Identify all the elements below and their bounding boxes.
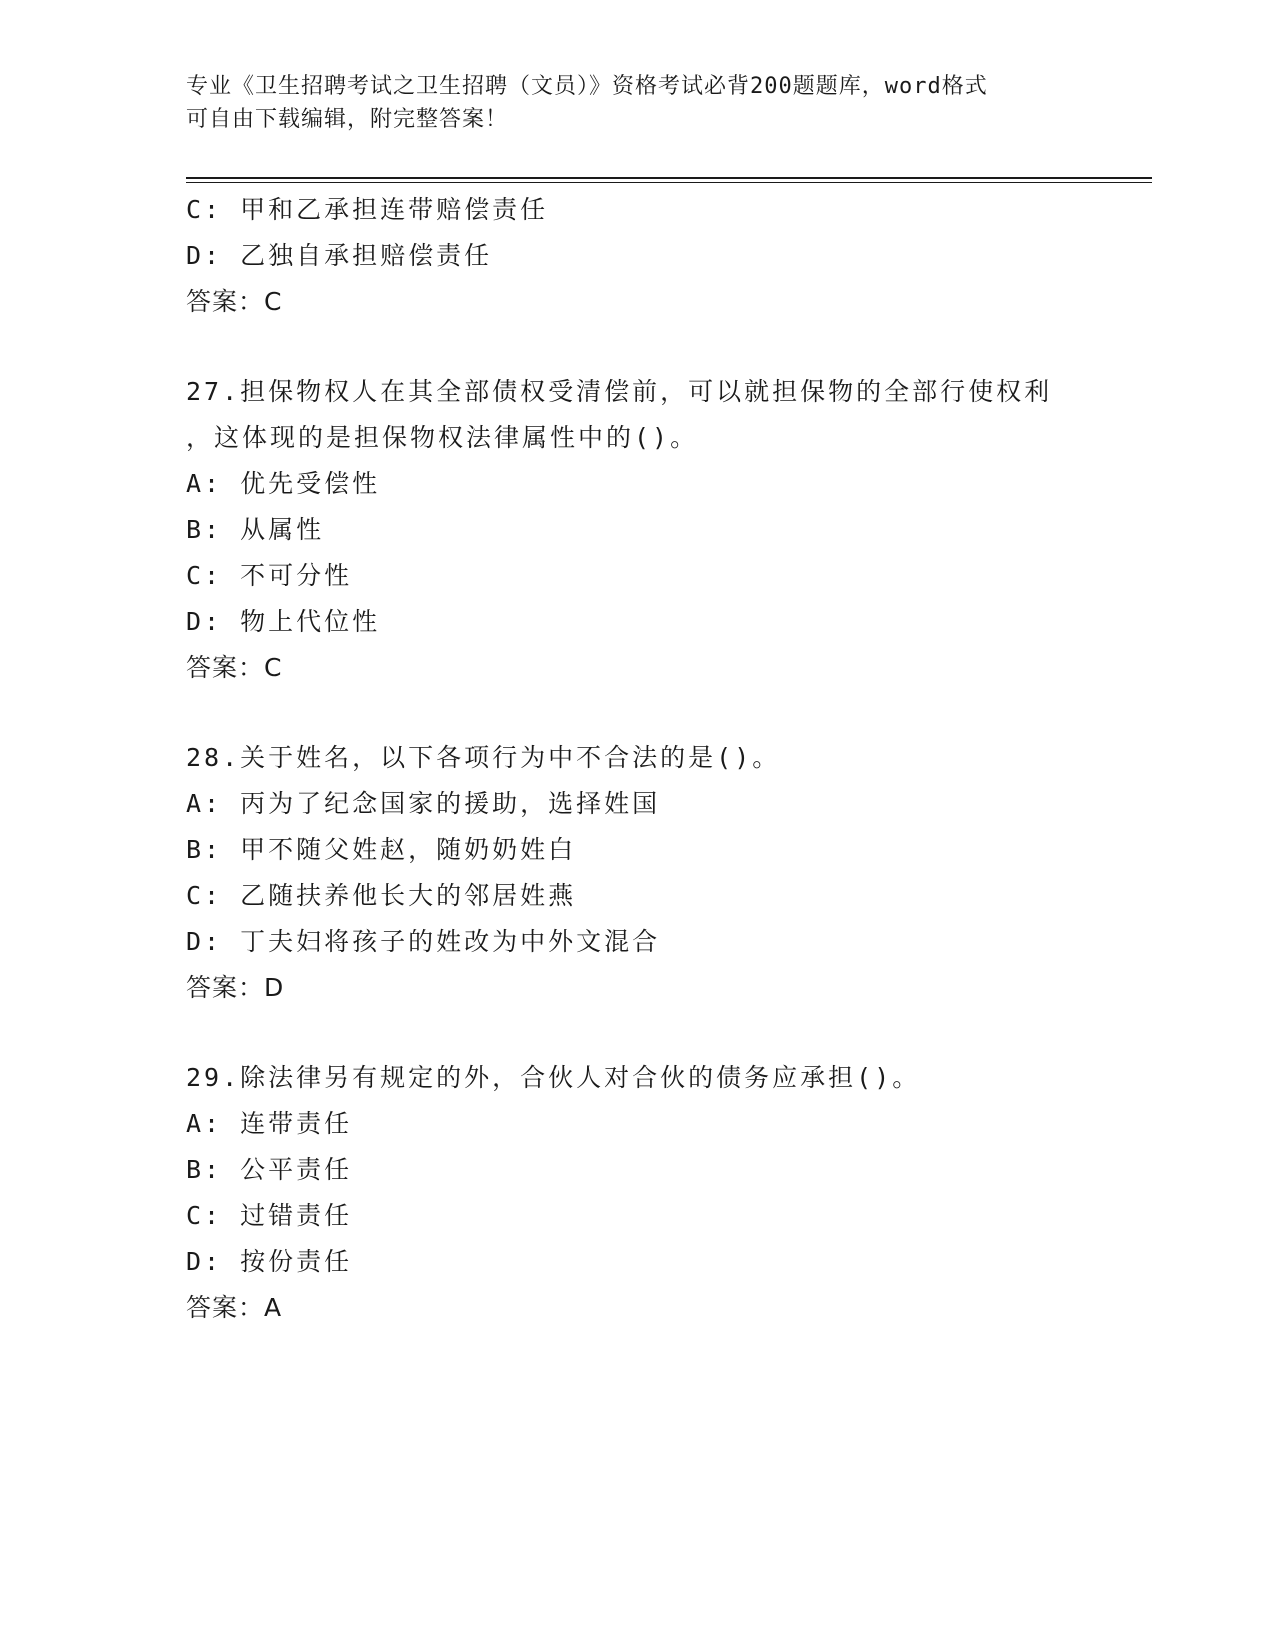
option-c: C: 甲和乙承担连带赔偿责任 [186,195,549,224]
option-a: A: 连带责任 [186,1109,353,1138]
option-d: D: 丁夫妇将孩子的姓改为中外文混合 [186,927,661,956]
answer-line: 答案：C [186,287,283,316]
option-b: B: 从属性 [186,515,325,544]
option-d: D: 物上代位性 [186,607,381,636]
option-d: D: 乙独自承担赔偿责任 [186,241,493,270]
question-28 [186,735,1086,1011]
question-27 [186,369,1086,691]
document-header [186,70,1066,136]
option-a: A: 优先受偿性 [186,469,381,498]
header-divider-thin [186,182,1152,183]
question-stem: 28.关于姓名，以下各项行为中不合法的是()。 [186,743,781,772]
option-c: C: 乙随扶养他长大的邻居姓燕 [186,881,577,910]
question-stem: 29.除法律另有规定的外，合伙人对合伙的债务应承担()。 [186,1063,921,1092]
option-c: C: 不可分性 [186,561,353,590]
option-d: D: 按份责任 [186,1247,353,1276]
answer-line: 答案：C [186,653,283,682]
spacer [186,691,1086,735]
answer-line: 答案：D [186,973,285,1002]
header-divider-thick [186,177,1152,179]
option-b: B: 甲不随父姓赵，随奶奶姓白 [186,835,577,864]
question-stem: 27.担保物权人在其全部债权受清偿前，可以就担保物的全部行使权利 [186,377,1053,406]
question-29 [186,1055,1086,1331]
question-stem-continued: ，这体现的是担保物权法律属性中的()。 [186,423,699,452]
answer-line: 答案：A [186,1293,283,1322]
question-continuation [186,187,1086,325]
header-line-2: 可自由下载编辑，附完整答案！ [186,107,509,132]
spacer [186,325,1086,369]
option-c: C: 过错责任 [186,1201,353,1230]
header-line-1: 专业《卫生招聘考试之卫生招聘（文员）》资格考试必背200题题库，word格式 [186,74,988,99]
spacer [186,1011,1086,1055]
question-list [186,187,1086,1331]
option-a: A: 丙为了纪念国家的援助，选择姓国 [186,789,661,818]
option-b: B: 公平责任 [186,1155,353,1184]
